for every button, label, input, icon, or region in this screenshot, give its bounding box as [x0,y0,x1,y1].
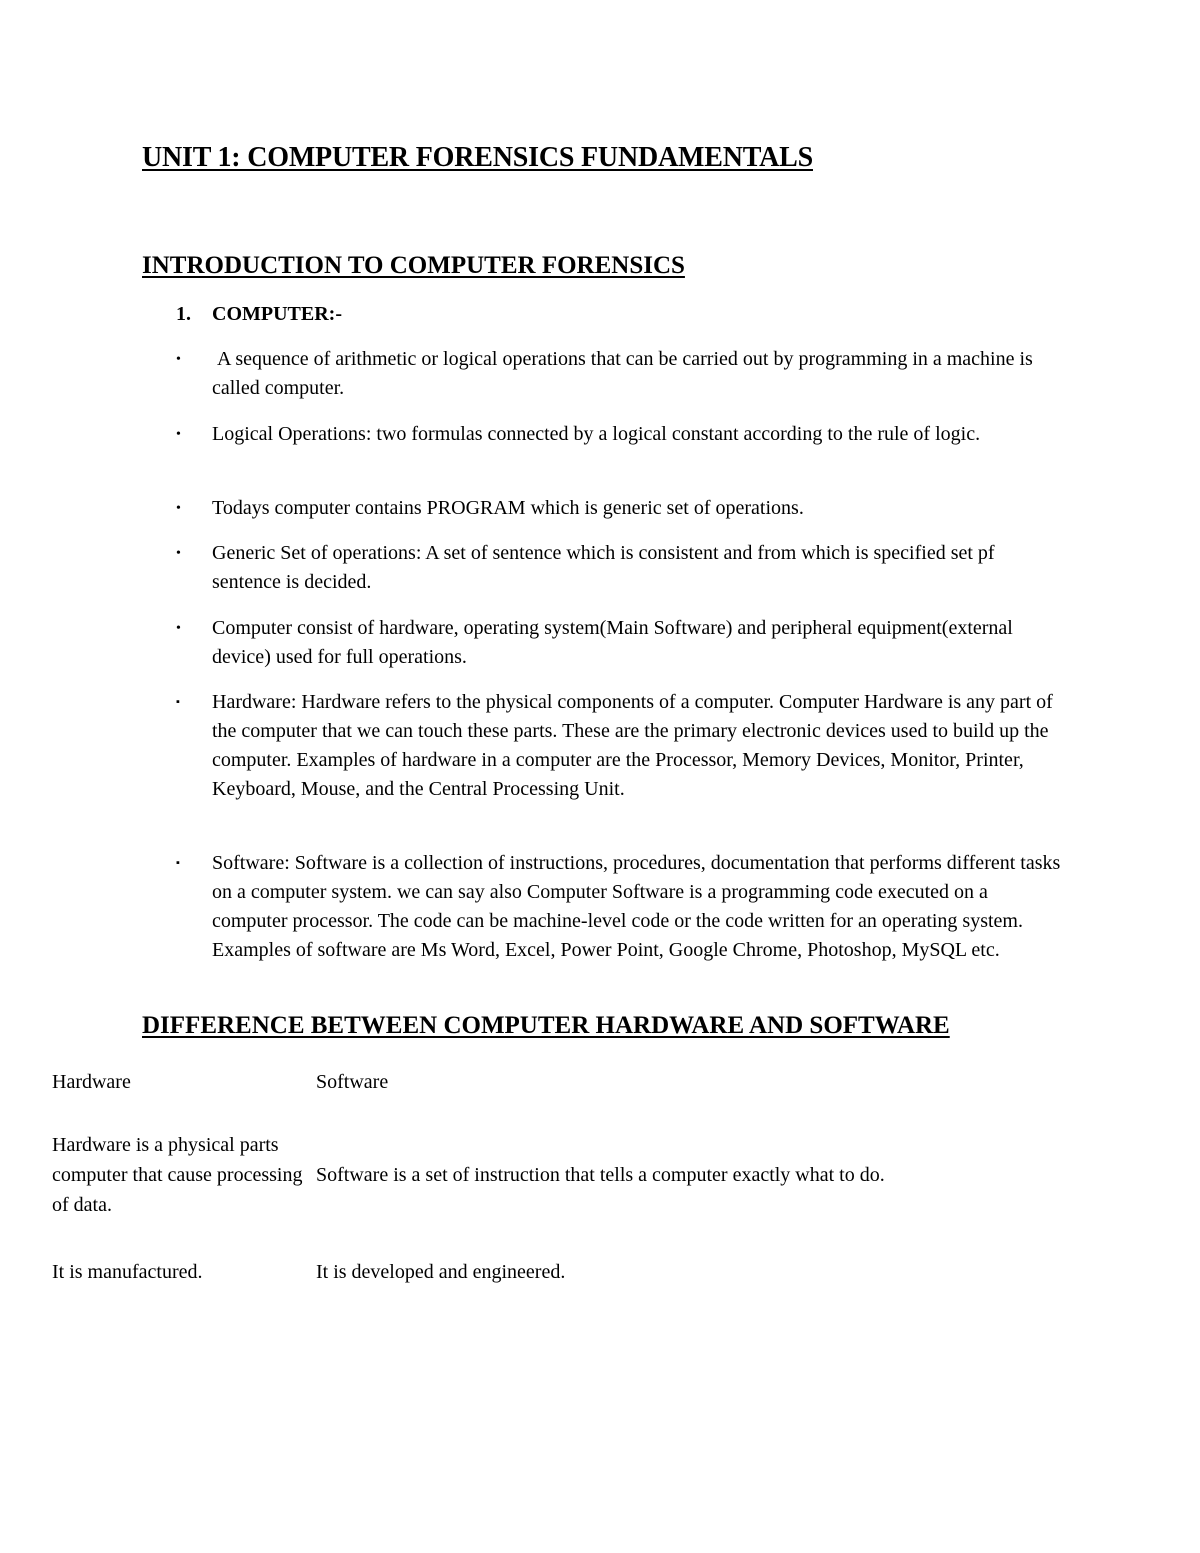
table-cell-hardware: Hardware is a physical parts computer that cause processing of data. [52,1134,303,1216]
list-item-text: Logical Operations: two formulas connected by a logical constant according to the rule of logic. [212,423,981,445]
list-item-text: Generic Set of operations: A set of sentence which is consistent and from which is specified set pf sentence is decided. [212,542,995,593]
section-heading-computer [176,303,342,326]
list-item [176,614,1066,672]
section-number: 1. [176,303,191,325]
intro-heading: INTRODUCTION TO COMPUTER FORENSICS [142,252,685,279]
bullet-icon: • [176,427,181,442]
table-header-hardware: Hardware [52,1071,131,1093]
bullet-icon: • [176,352,181,367]
table-cell-software: It is developed and engineered. [316,1261,566,1283]
section-title: COMPUTER:- [212,303,342,325]
square-bullet-icon: ▪ [176,696,180,708]
list-item-text: A sequence of arithmetic or logical operations that can be carried out by programming in a machine is called computer. [212,348,1038,399]
bullet-icon: • [176,501,181,516]
list-item-text: Hardware: Hardware refers to the physical components of a computer. Computer Hardware is any part of the computer that we can touch these parts. These are the primary electronic devices used to build up the computer. Examples of hardware in a computer are the Processor, Memory Devices, Monitor, Printer, Keyboard, Mouse, and the Central Processing Unit. [212,691,1053,800]
list-item [176,345,1066,403]
unit-title: UNIT 1: COMPUTER FORENSICS FUNDAMENTALS [142,142,813,173]
list-item-text: Computer consist of hardware, operating system(Main Software) and peripheral equipment(external device) used for full operations. [212,617,1013,668]
list-item [176,539,1066,597]
table-header-software: Software [316,1071,389,1093]
list-item [176,494,1066,523]
difference-heading: DIFFERENCE BETWEEN COMPUTER HARDWARE AND SOFTWARE [142,1012,950,1039]
bullet-icon: • [176,621,181,636]
list-item-text: Todays computer contains PROGRAM which is generic set of operations. [212,497,804,519]
square-bullet-icon: ▪ [176,857,180,869]
bullet-icon: • [176,546,181,561]
table-cell-hardware: It is manufactured. [52,1261,203,1283]
list-item [176,420,1066,449]
table-cell-software: Software is a set of instruction that tells a computer exactly what to do. [316,1164,885,1186]
list-item-text: Software: Software is a collection of instructions, procedures, documentation that performs different tasks on a computer system. we can say also Computer Software is a programming code executed on a computer processor. The code can be machine-level code or the code written for an operating system. Examples of software are Ms Word, Excel, Power Point, Google Chrome, Photoshop, MySQL etc. [212,852,1061,961]
list-item [176,688,1066,804]
list-item [176,849,1066,965]
